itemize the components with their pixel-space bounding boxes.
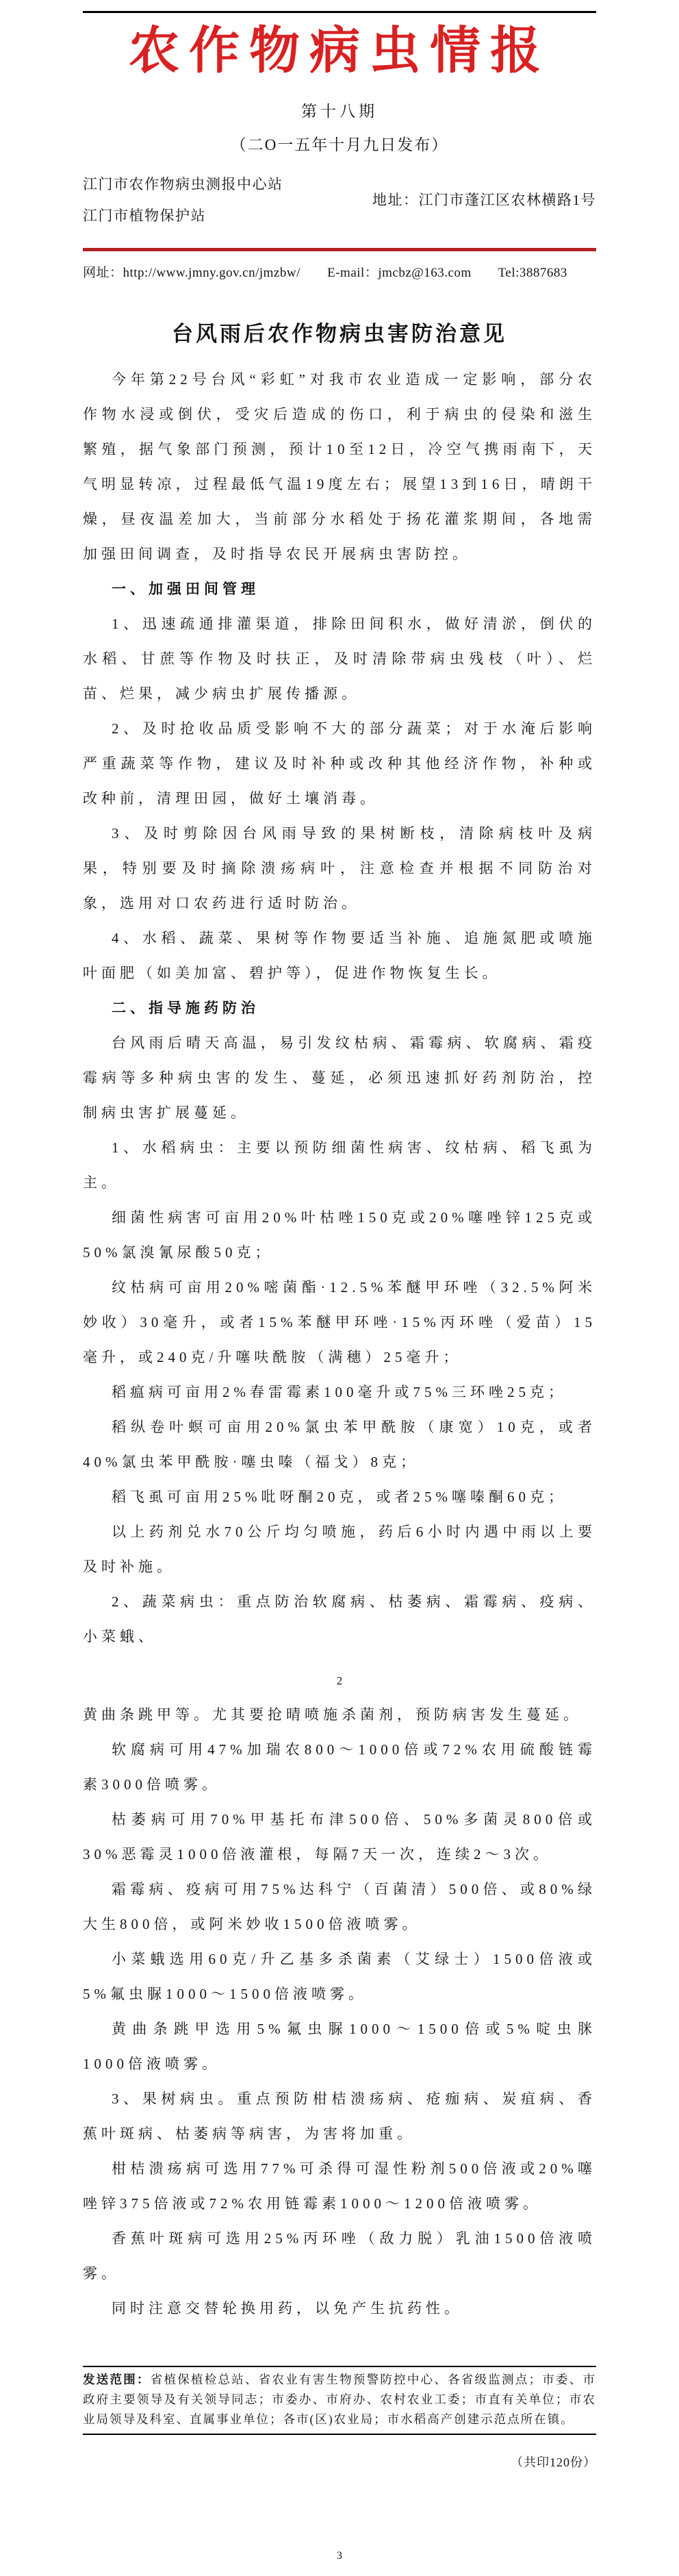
body-paragraph: 软腐病可用47%加瑞农800～1000倍或72%农用硫酸链霉素3000倍喷雾。 (83, 1741, 596, 1793)
org-address: 地址：江门市蓬江区农林横路1号 (372, 192, 596, 209)
body-paragraph: 1、迅速疏通排灌渠道，排除田间积水，做好清淤，倒伏的水稻、甘蔗等作物及时扶正，及时清除带病虫残枝（叶）、烂苗、烂果，减少病虫扩展传播源。 (83, 616, 596, 703)
body-paragraph: 今年第22号台风“彩虹”对我市农业造成一定影响，部分农作物水浸或倒伏，受灾后造成的伤口，利于病虫的侵染和滋生繁殖，据气象部门预测，预计10至12日，冷空气携雨南下，天气明显转凉，过程最低气温19度左右；展望13到16日，晴朗干燥，昼夜温差加大，当前部分水稻处于扬花灌浆期间，各地需加强田间调查，及时指导农民开展病虫害防控。 (83, 371, 596, 563)
body-paragraph: 稻瘟病可亩用2%春雷霉素100毫升或75%三环唑25克； (112, 1384, 567, 1401)
org-line-2: 江门市植物保护站 (83, 207, 206, 225)
body-paragraph: 细菌性病害可亩用20%叶枯唑150克或20%噻唑锌125克或50%氯溴氰尿酸50克； (83, 1209, 596, 1261)
email-text: E-mail：jmcbz@163.com (327, 266, 472, 281)
org-line-1: 江门市农作物病虫测报中心站 (83, 176, 283, 193)
body-paragraph: 纹枯病可亩用20%嘧菌酯·12.5%苯醚甲环唑（32.5%阿米妙收）30毫升，或者15%苯醚甲环唑·15%丙环唑（爱苗）15毫升，或240克/升噻呋酰胺（满穗）25毫升； (83, 1279, 596, 1366)
body-paragraph: 枯萎病可用70%甲基托布津500倍、50%多菌灵800倍或30%恶霉灵1000倍液灌根，每隔7天一次，连续2～3次。 (83, 1811, 596, 1863)
body-paragraph: 黄曲条跳甲等。尤其要抢晴喷施杀菌剂，预防病害发生蔓延。 (83, 1706, 582, 1723)
top-rule (83, 11, 596, 13)
body-paragraph: 小菜蛾选用60克/升乙基多杀菌素（艾绿士）1500倍液或5%氟虫脲1000～1500倍液喷雾。 (83, 1951, 596, 2003)
body-paragraph: 稻纵卷叶螟可亩用20%氯虫苯甲酰胺（康宽）10克，或者40%氯虫苯甲酰胺·噻虫嗪（福戈）8克； (83, 1419, 596, 1471)
masthead-title: 农作物病虫情报 (129, 23, 550, 79)
body-paragraph: 2、蔬菜病虫：重点防治软腐病、枯萎病、霜霉病、疫病、小菜蛾、 (83, 1593, 596, 1645)
distribution-scope (83, 2367, 596, 2434)
distribution-scope-text: 省植保植检总站、省农业有害生物预警防控中心、各省级监测点；市委、市政府主要领导及有关领导同志；市委办、市府办、农村农业工委；市直有关单位；市农业局领导及科室、直属事业单位；各市(区)农业局；市水稻高产创建示范点所在镇。 (83, 2373, 596, 2427)
article-title: 台风雨后农作物病虫害防治意见 (172, 322, 507, 346)
body-paragraph: 霜霉病、疫病可用75%达科宁（百菌清）500倍、或80%绿大生800倍，或阿米妙收1500倍液喷雾。 (83, 1881, 596, 1933)
print-copies: （共印120份） (511, 2455, 596, 2470)
body-paragraph: 4、水稻、蔬菜、果树等作物要适当补施、追施氮肥或喷施叶面肥（如美加富、碧护等），促进作物恢复生长。 (83, 930, 596, 982)
article-body (83, 362, 596, 2326)
page-number-3: 3 (337, 2550, 342, 2562)
body-paragraph: 柑桔溃疡病可选用77%可杀得可湿性粉剂500倍液或20%噻唑锌375倍液或72%农用链霉素1000～1200倍液喷雾。 (83, 2160, 596, 2212)
body-paragraph: 2、及时抢收品质受影响不大的部分蔬菜；对于水淹后影响严重蔬菜等作物，建议及时补种或改种其他经济作物，补种或改种前，清理田园，做好土壤消毒。 (83, 720, 596, 807)
contact-line (83, 262, 596, 281)
org-left (83, 168, 283, 231)
publish-date: （二О一五年十月九日发布） (230, 136, 449, 154)
section-heading: 一、加强田间管理 (112, 581, 259, 598)
tel-text: Tel:3887683 (498, 266, 567, 281)
website-text: 网址：http://www.jmny.gov.cn/jmzbw/ (83, 266, 300, 281)
body-paragraph: 香蕉叶斑病可选用25%丙环唑（敌力脱）乳油1500倍液喷雾。 (83, 2230, 596, 2282)
footer-block (83, 2366, 596, 2576)
section-heading: 二、指导施药防治 (112, 1000, 259, 1017)
body-paragraph: 稻飞虱可亩用25%吡呀酮20克，或者25%噻嗪酮60克； (112, 1489, 567, 1506)
distribution-scope-label: 发送范围： (83, 2373, 151, 2387)
page-number-2: 2 (336, 1674, 343, 1688)
body-paragraph: 同时注意交替轮换用药，以免产生抗药性。 (112, 2300, 463, 2317)
body-paragraph: 以上药剂兑水70公斤均匀喷施，药后6小时内遇中雨以上要及时补施。 (83, 1524, 596, 1576)
body-paragraph: 台风雨后晴天高温，易引发纹枯病、霜霉病、软腐病、霜疫霉病等多种病虫害的发生、蔓延，必须迅速抓好药剂防治，控制病虫害扩展蔓延。 (83, 1035, 596, 1122)
red-rule (83, 248, 596, 251)
body-paragraph: 1、水稻病虫：主要以预防细菌性病害、纹枯病、稻飞虱为主。 (83, 1139, 596, 1191)
issue-number: 第十八期 (301, 103, 378, 121)
footer-rule-bottom (83, 2434, 596, 2435)
org-row (83, 168, 596, 231)
body-paragraph: 3、果树病虫。重点预防柑桔溃疡病、疮痂病、炭疽病、香蕉叶斑病、枯萎病等病害，为害将加重。 (83, 2091, 596, 2143)
body-paragraph: 3、及时剪除因台风雨导致的果树断枝，清除病枝叶及病果，特别要及时摘除溃疡病叶，注意检查并根据不同防治对象，选用对口农药进行适时防治。 (83, 825, 596, 912)
body-paragraph: 黄曲条跳甲选用5%氟虫脲1000～1500倍或5%啶虫脒1000倍液喷雾。 (83, 2021, 596, 2073)
